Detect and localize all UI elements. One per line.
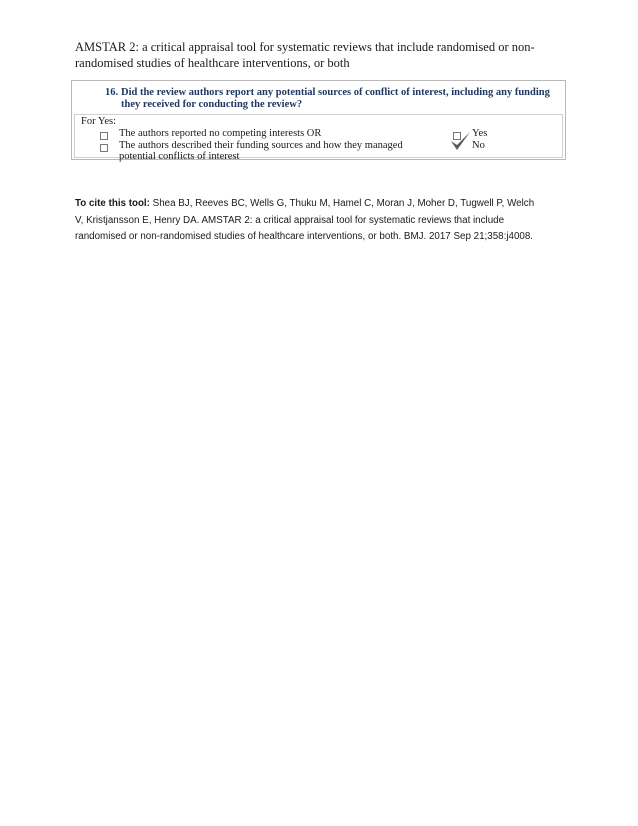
for-yes-label: For Yes: — [81, 116, 117, 127]
citation-label: To cite this tool: — [75, 198, 150, 209]
checkbox-icon[interactable] — [100, 144, 108, 152]
answer-yes: Yes — [472, 128, 488, 139]
question-title — [105, 87, 555, 111]
criterion-2-continued: potential conflicts of interest — [119, 151, 240, 162]
citation — [75, 196, 545, 246]
criteria-box — [74, 114, 563, 162]
answer-no: No — [472, 140, 485, 151]
citation-text: Shea BJ, Reeves BC, Wells G, Thuku M, Hamel C, Moran J, Moher D, Tugwell P, Welch V, Kristjansson E, Henry DA. AMSTAR 2: a critical appraisal tool for systematic reviews that include randomised or non-randomised studies of healthcare interventions, or both. BMJ. 2017 Sep 21;358:j4008. — [75, 198, 535, 243]
criterion-1: The authors reported no competing interests OR — [119, 128, 322, 139]
page-title: AMSTAR 2: a critical appraisal tool for systematic reviews that include randomised or non-randomised studies of healthcare interventions, or both — [75, 40, 535, 70]
question-16-box — [71, 80, 566, 160]
question-text-line2: they received for conducting the review? — [121, 99, 303, 110]
question-number: 16. — [105, 87, 119, 98]
checkbox-icon[interactable] — [100, 132, 108, 140]
checkmark-icon — [449, 131, 471, 153]
criterion-2: The authors described their funding sources and how they managed — [119, 140, 403, 151]
question-text-line1: Did the review authors report any potential sources of conflict of interest, including any funding — [121, 87, 550, 98]
